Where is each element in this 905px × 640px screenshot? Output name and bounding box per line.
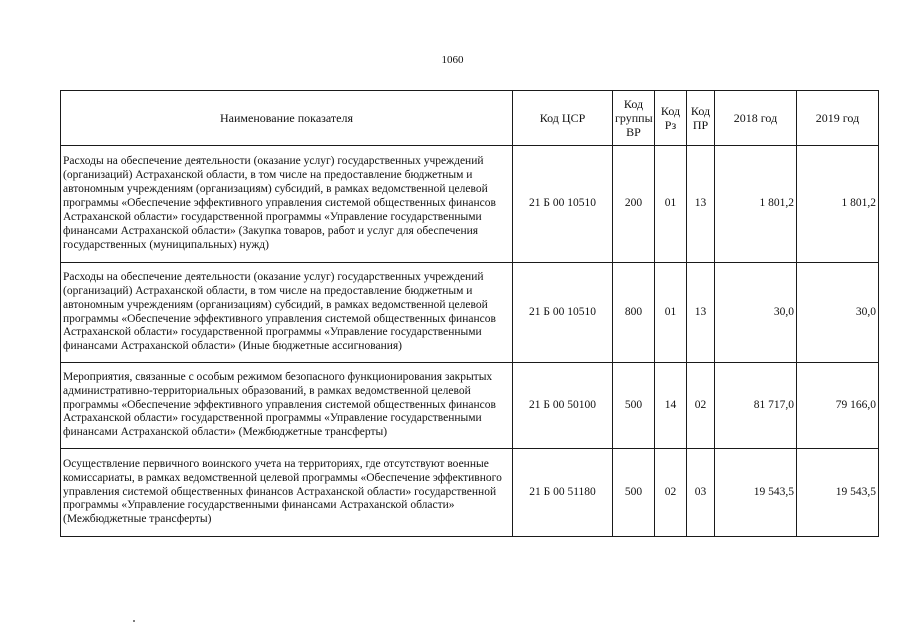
row-vr: 500 [613, 449, 655, 537]
row-name: Мероприятия, связанные с особым режимом безопасного функционирования закрытых административно-территориальных образований, в рамках ведомственной целевой программы «Обеспечение эффективного управления системой общественных финансов Астраханской области» государственной программы «Управление государственными финансами Астраханской области» (Межбюджетные трансферты) [61, 363, 513, 449]
row-pr: 03 [687, 449, 715, 537]
header-2019: 2019 год [797, 91, 879, 146]
scan-speck [133, 620, 135, 622]
row-2019: 1 801,2 [797, 146, 879, 263]
row-csr: 21 Б 00 51180 [513, 449, 613, 537]
table-header-row [61, 91, 879, 146]
row-vr: 500 [613, 363, 655, 449]
header-2018: 2018 год [715, 91, 797, 146]
row-csr: 21 Б 00 10510 [513, 263, 613, 363]
row-2019: 19 543,5 [797, 449, 879, 537]
row-pr: 13 [687, 263, 715, 363]
row-csr: 21 Б 00 50100 [513, 363, 613, 449]
row-2018: 19 543,5 [715, 449, 797, 537]
row-pr: 02 [687, 363, 715, 449]
budget-table [60, 90, 879, 537]
row-2019: 30,0 [797, 263, 879, 363]
header-name: Наименование показателя [61, 91, 513, 146]
row-2018: 30,0 [715, 263, 797, 363]
row-rz: 02 [655, 449, 687, 537]
row-2018: 1 801,2 [715, 146, 797, 263]
header-pr: Код ПР [687, 91, 715, 146]
row-pr: 13 [687, 146, 715, 263]
page-number: 1060 [441, 54, 464, 66]
table-row [61, 449, 879, 537]
row-csr: 21 Б 00 10510 [513, 146, 613, 263]
row-vr: 800 [613, 263, 655, 363]
row-2019: 79 166,0 [797, 363, 879, 449]
row-rz: 01 [655, 146, 687, 263]
row-rz: 14 [655, 363, 687, 449]
row-name: Расходы на обеспечение деятельности (оказание услуг) государственных учреждений (организаций) Астраханской области, в том числе на предоставление бюджетным и автономным учреждениям (организациям) субсидий, в рамках ведомственной целевой программы «Обеспечение эффективного управления системой общественных финансов Астраханской области» государственной программы «Управление государственными финансами Астраханской области» (Иные бюджетные ассигнования) [61, 263, 513, 363]
row-vr: 200 [613, 146, 655, 263]
row-rz: 01 [655, 263, 687, 363]
header-vr: Код группы ВР [613, 91, 655, 146]
row-name: Осуществление первичного воинского учета на территориях, где отсутствуют военные комиссариаты, в рамках ведомственной целевой программы «Обеспечение эффективного управления системой общественных финансов Астраханской области» государственной программы «Управление государственными финансами Астраханской области» (Межбюджетные трансферты) [61, 449, 513, 537]
row-2018: 81 717,0 [715, 363, 797, 449]
table-row [61, 363, 879, 449]
table-row [61, 263, 879, 363]
row-name: Расходы на обеспечение деятельности (оказание услуг) государственных учреждений (организаций) Астраханской области, в том числе на предоставление бюджетным и автономным учреждениям (организациям) субсидий, в рамках ведомственной целевой программы «Обеспечение эффективного управления системой общественных финансов Астраханской области» государственной программы «Управление государственными финансами Астраханской области» (Закупка товаров, работ и услуг для обеспечения государственных (муниципальных) нужд) [61, 146, 513, 263]
header-csr: Код ЦСР [513, 91, 613, 146]
table-row [61, 146, 879, 263]
header-rz: Код Рз [655, 91, 687, 146]
